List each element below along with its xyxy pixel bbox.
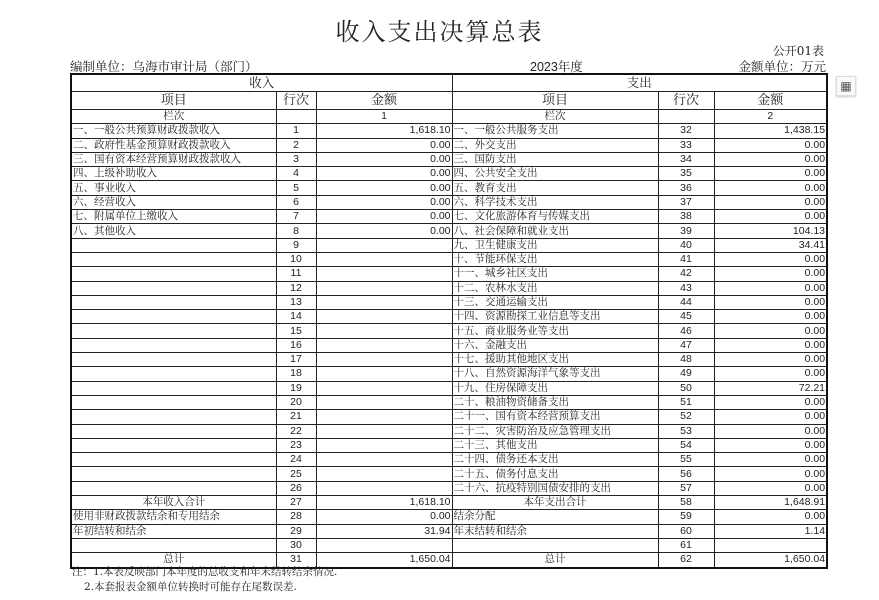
income-item: 五、事业收入 — [71, 181, 276, 195]
expense-row-no: 36 — [658, 181, 714, 195]
income-amount: 0.00 — [316, 195, 452, 209]
calculator-icon[interactable]: ▦ — [836, 76, 856, 96]
table-row — [71, 152, 827, 166]
empty-cell — [658, 110, 714, 124]
expense-row-no: 43 — [658, 281, 714, 295]
expense-amount: 0.00 — [714, 267, 827, 281]
income-amount: 1,650.04 — [316, 553, 452, 568]
expense-item: 十六、金融支出 — [452, 338, 658, 352]
table-row — [71, 481, 827, 495]
expense-amount: 1,650.04 — [714, 553, 827, 568]
income-amount — [316, 481, 452, 495]
income-row-no: 20 — [276, 395, 316, 409]
expense-item: 七、文化旅游体育与传媒支出 — [452, 210, 658, 224]
expense-amount: 0.00 — [714, 281, 827, 295]
income-item — [71, 238, 276, 252]
expense-item: 二、外交支出 — [452, 138, 658, 152]
expense-amount — [714, 538, 827, 552]
expense-row-no: 59 — [658, 510, 714, 524]
expense-row-no: 33 — [658, 138, 714, 152]
expense-row-no: 55 — [658, 453, 714, 467]
income-amount — [316, 281, 452, 295]
expense-item: 年末结转和结余 — [452, 524, 658, 538]
income-row-no: 18 — [276, 367, 316, 381]
income-amount: 0.00 — [316, 224, 452, 238]
expense-amount: 0.00 — [714, 338, 827, 352]
money-unit: 金额单位：万元 — [738, 59, 826, 74]
income-item: 年初结转和结余 — [71, 524, 276, 538]
expense-item: 十二、农林水支出 — [452, 281, 658, 295]
expense-item-header: 项目 — [452, 92, 658, 110]
income-item — [71, 438, 276, 452]
table-row — [71, 195, 827, 209]
expense-amount: 104.13 — [714, 224, 827, 238]
expense-amount: 0.00 — [714, 195, 827, 209]
expense-amount: 0.00 — [714, 510, 827, 524]
table-row — [71, 438, 827, 452]
income-item: 四、上级补助收入 — [71, 167, 276, 181]
income-amount — [316, 467, 452, 481]
expense-rowno-header: 行次 — [658, 92, 714, 110]
income-row-no: 26 — [276, 481, 316, 495]
income-row-no: 28 — [276, 510, 316, 524]
expense-item: 总计 — [452, 553, 658, 568]
expense-item — [452, 538, 658, 552]
expense-row-no: 48 — [658, 353, 714, 367]
table-row — [71, 281, 827, 295]
expense-amount: 0.00 — [714, 310, 827, 324]
income-row-no: 4 — [276, 167, 316, 181]
expense-amount: 0.00 — [714, 210, 827, 224]
income-row-no: 24 — [276, 453, 316, 467]
income-item: 二、政府性基金预算财政拨款收入 — [71, 138, 276, 152]
income-item — [71, 338, 276, 352]
income-item — [71, 481, 276, 495]
expense-item: 八、社会保障和就业支出 — [452, 224, 658, 238]
expense-item: 十七、援助其他地区支出 — [452, 353, 658, 367]
income-item: 三、国有资本经营预算财政拨款收入 — [71, 152, 276, 166]
income-row-no: 12 — [276, 281, 316, 295]
income-amount — [316, 367, 452, 381]
expense-row-no: 45 — [658, 310, 714, 324]
table-row — [71, 496, 827, 510]
income-item — [71, 410, 276, 424]
expense-item: 二十、粮油物资储备支出 — [452, 395, 658, 409]
expense-item: 十三、交通运输支出 — [452, 295, 658, 309]
income-row-no: 27 — [276, 496, 316, 510]
income-col-label: 栏次 — [71, 110, 276, 124]
note-2: 2.本套报表金额单位转换时可能存在尾数误差. — [84, 581, 297, 593]
expense-item: 二十四、债务还本支出 — [452, 453, 658, 467]
income-item — [71, 467, 276, 481]
income-row-no: 5 — [276, 181, 316, 195]
expense-amount: 72.21 — [714, 381, 827, 395]
empty-cell — [276, 110, 316, 124]
income-item — [71, 381, 276, 395]
expense-amount: 0.00 — [714, 467, 827, 481]
expense-row-no: 41 — [658, 252, 714, 266]
table-row — [71, 381, 827, 395]
income-amount — [316, 395, 452, 409]
table-row — [71, 338, 827, 352]
income-row-no: 15 — [276, 324, 316, 338]
income-row-no: 8 — [276, 224, 316, 238]
expense-amount: 1.14 — [714, 524, 827, 538]
income-row-no: 7 — [276, 210, 316, 224]
table-row — [71, 210, 827, 224]
income-row-no: 3 — [276, 152, 316, 166]
income-item — [71, 252, 276, 266]
table-row — [71, 410, 827, 424]
expense-row-no: 57 — [658, 481, 714, 495]
expense-amount: 0.00 — [714, 395, 827, 409]
expense-item: 本年支出合计 — [452, 496, 658, 510]
income-amount — [316, 438, 452, 452]
expense-amount: 0.00 — [714, 152, 827, 166]
expense-item: 二十二、灾害防治及应急管理支出 — [452, 424, 658, 438]
income-amount: 1,618.10 — [316, 496, 452, 510]
expense-row-no: 56 — [658, 467, 714, 481]
expense-row-no: 54 — [658, 438, 714, 452]
income-amount: 0.00 — [316, 181, 452, 195]
expense-amount: 0.00 — [714, 367, 827, 381]
expense-row-no: 40 — [658, 238, 714, 252]
income-item: 总计 — [71, 553, 276, 568]
expense-item: 结余分配 — [452, 510, 658, 524]
income-item — [71, 281, 276, 295]
expense-item: 十五、商业服务业等支出 — [452, 324, 658, 338]
table-row — [71, 538, 827, 552]
expense-row-no: 46 — [658, 324, 714, 338]
income-item: 六、经营收入 — [71, 195, 276, 209]
expense-row-no: 50 — [658, 381, 714, 395]
income-amount: 31.94 — [316, 524, 452, 538]
income-item: 七、附属单位上缴收入 — [71, 210, 276, 224]
income-row-no: 29 — [276, 524, 316, 538]
income-item — [71, 295, 276, 309]
income-row-no: 6 — [276, 195, 316, 209]
income-row-no: 31 — [276, 553, 316, 568]
income-amount — [316, 381, 452, 395]
table-row — [71, 324, 827, 338]
income-item: 本年收入合计 — [71, 496, 276, 510]
expense-item: 三、国防支出 — [452, 152, 658, 166]
expense-col-label: 栏次 — [452, 110, 658, 124]
income-row-no: 30 — [276, 538, 316, 552]
expense-item: 二十一、国有资本经营预算支出 — [452, 410, 658, 424]
fiscal-year: 2023年度 — [530, 60, 583, 74]
expense-item: 五、教育支出 — [452, 181, 658, 195]
income-row-no: 13 — [276, 295, 316, 309]
expense-amount: 0.00 — [714, 353, 827, 367]
expense-row-no: 61 — [658, 538, 714, 552]
table-row — [71, 310, 827, 324]
expense-item: 一、一般公共服务支出 — [452, 124, 658, 138]
income-amount: 0.00 — [316, 510, 452, 524]
income-item — [71, 395, 276, 409]
income-row-no: 22 — [276, 424, 316, 438]
expense-row-no: 42 — [658, 267, 714, 281]
income-item: 八、其他收入 — [71, 224, 276, 238]
expense-item: 二十三、其他支出 — [452, 438, 658, 452]
income-item-header: 项目 — [71, 92, 276, 110]
expense-row-no: 35 — [658, 167, 714, 181]
income-amount — [316, 353, 452, 367]
expense-amount: 0.00 — [714, 324, 827, 338]
table-row — [71, 524, 827, 538]
income-row-no: 1 — [276, 124, 316, 138]
expense-item: 十四、资源勘探工业信息等支出 — [452, 310, 658, 324]
expense-amount: 0.00 — [714, 252, 827, 266]
expense-amount: 0.00 — [714, 138, 827, 152]
notes — [72, 565, 337, 595]
expense-amount: 0.00 — [714, 438, 827, 452]
income-row-no: 19 — [276, 381, 316, 395]
income-row-no: 25 — [276, 467, 316, 481]
table-row — [71, 453, 827, 467]
income-expense-table — [70, 73, 828, 569]
income-amount: 0.00 — [316, 152, 452, 166]
expense-row-no: 47 — [658, 338, 714, 352]
income-row-no: 9 — [276, 238, 316, 252]
expense-item: 二十六、抗疫特别国债安排的支出 — [452, 481, 658, 495]
expense-col-number: 2 — [714, 110, 827, 124]
expense-item: 四、公共安全支出 — [452, 167, 658, 181]
income-amount-header: 金额 — [316, 92, 452, 110]
expense-row-no: 39 — [658, 224, 714, 238]
expense-item: 十、节能环保支出 — [452, 252, 658, 266]
income-item — [71, 424, 276, 438]
table-row — [71, 181, 827, 195]
income-amount: 0.00 — [316, 210, 452, 224]
income-item — [71, 453, 276, 467]
expense-amount: 0.00 — [714, 167, 827, 181]
income-amount — [316, 238, 452, 252]
income-amount — [316, 267, 452, 281]
table-row — [71, 252, 827, 266]
expense-amount: 0.00 — [714, 410, 827, 424]
page-title: 收入支出决算总表 — [335, 18, 544, 46]
table-row — [71, 295, 827, 309]
table-row — [71, 353, 827, 367]
table-row — [71, 167, 827, 181]
expense-item: 九、卫生健康支出 — [452, 238, 658, 252]
income-amount — [316, 295, 452, 309]
expense-header: 支出 — [452, 74, 827, 92]
income-amount — [316, 410, 452, 424]
expense-amount: 0.00 — [714, 295, 827, 309]
expense-amount-header: 金额 — [714, 92, 827, 110]
income-amount — [316, 310, 452, 324]
note-1: 注：1.本表反映部门本年度的总收支和年末结转结余情况. — [72, 566, 338, 578]
expense-row-no: 51 — [658, 395, 714, 409]
expense-amount: 34.41 — [714, 238, 827, 252]
income-row-no: 14 — [276, 310, 316, 324]
income-row-no: 17 — [276, 353, 316, 367]
income-amount — [316, 338, 452, 352]
expense-row-no: 38 — [658, 210, 714, 224]
income-item: 一、一般公共预算财政拨款收入 — [71, 124, 276, 138]
income-item — [71, 310, 276, 324]
income-amount — [316, 424, 452, 438]
income-amount: 0.00 — [316, 167, 452, 181]
income-row-no: 23 — [276, 438, 316, 452]
income-item — [71, 324, 276, 338]
expense-row-no: 60 — [658, 524, 714, 538]
income-amount — [316, 538, 452, 552]
income-col-number: 1 — [316, 110, 452, 124]
expense-item: 十八、自然资源海洋气象等支出 — [452, 367, 658, 381]
table-row — [71, 424, 827, 438]
table-row — [71, 224, 827, 238]
table-row — [71, 138, 827, 152]
income-amount — [316, 252, 452, 266]
expense-item: 六、科学技术支出 — [452, 195, 658, 209]
income-row-no: 11 — [276, 267, 316, 281]
expense-item: 十九、住房保障支出 — [452, 381, 658, 395]
table-row — [71, 267, 827, 281]
expense-amount: 0.00 — [714, 481, 827, 495]
expense-row-no: 44 — [658, 295, 714, 309]
expense-row-no: 34 — [658, 152, 714, 166]
income-item — [71, 267, 276, 281]
income-row-no: 10 — [276, 252, 316, 266]
income-amount: 1,618.10 — [316, 124, 452, 138]
table-row — [71, 124, 827, 138]
table-row — [71, 238, 827, 252]
expense-row-no: 62 — [658, 553, 714, 568]
expense-amount: 1,648.91 — [714, 496, 827, 510]
income-row-no: 2 — [276, 138, 316, 152]
income-header: 收入 — [71, 74, 452, 92]
table-row — [71, 367, 827, 381]
income-rowno-header: 行次 — [276, 92, 316, 110]
table-row — [71, 467, 827, 481]
compiling-unit: 编制单位：乌海市审计局（部门） — [70, 59, 258, 74]
expense-row-no: 32 — [658, 124, 714, 138]
income-item — [71, 353, 276, 367]
form-number: 公开01表 — [772, 44, 824, 58]
income-row-no: 16 — [276, 338, 316, 352]
expense-row-no: 58 — [658, 496, 714, 510]
expense-row-no: 49 — [658, 367, 714, 381]
expense-row-no: 37 — [658, 195, 714, 209]
income-amount — [316, 324, 452, 338]
expense-row-no: 53 — [658, 424, 714, 438]
table-row — [71, 510, 827, 524]
income-row-no: 21 — [276, 410, 316, 424]
income-amount: 0.00 — [316, 138, 452, 152]
income-amount — [316, 453, 452, 467]
income-item — [71, 367, 276, 381]
expense-item: 二十五、债务付息支出 — [452, 467, 658, 481]
expense-item: 十一、城乡社区支出 — [452, 267, 658, 281]
expense-amount: 0.00 — [714, 453, 827, 467]
income-item: 使用非财政拨款结余和专用结余 — [71, 510, 276, 524]
expense-amount: 0.00 — [714, 181, 827, 195]
expense-amount: 1,438.15 — [714, 124, 827, 138]
table-row — [71, 395, 827, 409]
expense-amount: 0.00 — [714, 424, 827, 438]
income-item — [71, 538, 276, 552]
expense-row-no: 52 — [658, 410, 714, 424]
